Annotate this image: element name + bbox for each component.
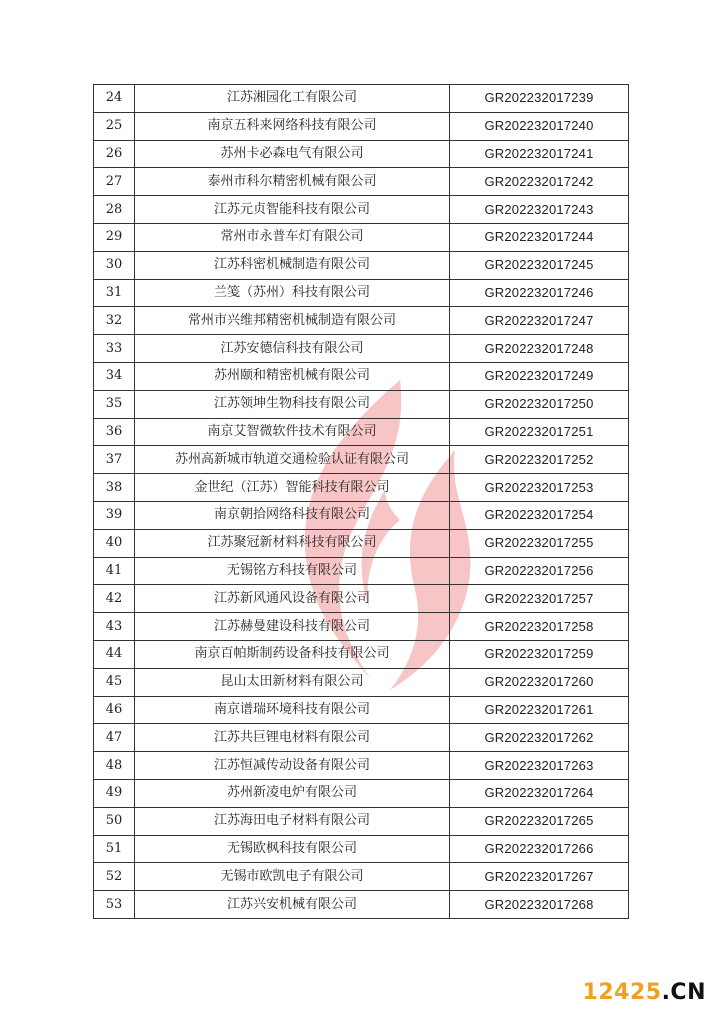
certificate-code-cell: GR202232017265 [450,807,629,835]
row-number-cell: 42 [94,585,135,613]
row-number-cell: 35 [94,390,135,418]
row-number-cell: 49 [94,779,135,807]
certificate-code-cell: GR202232017249 [450,362,629,390]
company-name-cell: 苏州颐和精密机械有限公司 [135,362,450,390]
company-name-cell: 江苏恒减传动设备有限公司 [135,752,450,780]
company-name-cell: 江苏科密机械制造有限公司 [135,251,450,279]
row-number-cell: 48 [94,752,135,780]
company-table [93,84,629,919]
row-number-cell: 34 [94,362,135,390]
table-row [94,807,629,835]
table-row [94,640,629,668]
certificate-code-cell: GR202232017251 [450,418,629,446]
certificate-code-cell: GR202232017252 [450,446,629,474]
company-name-cell: 兰笺（苏州）科技有限公司 [135,279,450,307]
company-name-cell: 常州市兴维邦精密机械制造有限公司 [135,307,450,335]
company-name-cell: 南京五科来网络科技有限公司 [135,112,450,140]
certificate-code-cell: GR202232017245 [450,251,629,279]
certificate-code-cell: GR202232017262 [450,724,629,752]
company-name-cell: 江苏兴安机械有限公司 [135,891,450,919]
row-number-cell: 38 [94,474,135,502]
certificate-code-cell: GR202232017247 [450,307,629,335]
table-row [94,557,629,585]
company-name-cell: 金世纪（江苏）智能科技有限公司 [135,474,450,502]
table-row [94,251,629,279]
certificate-code-cell: GR202232017261 [450,696,629,724]
row-number-cell: 36 [94,418,135,446]
table-row [94,390,629,418]
company-name-cell: 无锡铭方科技有限公司 [135,557,450,585]
company-name-cell: 南京艾智微软件技术有限公司 [135,418,450,446]
company-name-cell: 无锡欧枫科技有限公司 [135,835,450,863]
company-name-cell: 江苏领坤生物科技有限公司 [135,390,450,418]
row-number-cell: 24 [94,85,135,113]
table-row [94,196,629,224]
certificate-code-cell: GR202232017240 [450,112,629,140]
row-number-cell: 28 [94,196,135,224]
company-name-cell: 南京谱瑞环境科技有限公司 [135,696,450,724]
company-name-cell: 江苏聚冠新材料科技有限公司 [135,529,450,557]
certificate-code-cell: GR202232017264 [450,779,629,807]
row-number-cell: 44 [94,640,135,668]
table-row [94,362,629,390]
row-number-cell: 30 [94,251,135,279]
row-number-cell: 50 [94,807,135,835]
row-number-cell: 33 [94,335,135,363]
table-row [94,863,629,891]
table-row [94,613,629,641]
row-number-cell: 53 [94,891,135,919]
row-number-cell: 29 [94,223,135,251]
company-name-cell: 泰州市科尔精密机械有限公司 [135,168,450,196]
certificate-code-cell: GR202232017239 [450,85,629,113]
company-name-cell: 常州市永普车灯有限公司 [135,223,450,251]
table-row [94,724,629,752]
row-number-cell: 32 [94,307,135,335]
certificate-code-cell: GR202232017263 [450,752,629,780]
table-row [94,696,629,724]
certificate-code-cell: GR202232017255 [450,529,629,557]
row-number-cell: 25 [94,112,135,140]
certificate-code-cell: GR202232017246 [450,279,629,307]
table-row [94,501,629,529]
table-row [94,279,629,307]
certificate-code-cell: GR202232017243 [450,196,629,224]
company-name-cell: 江苏新风通风设备有限公司 [135,585,450,613]
company-name-cell: 江苏海田电子材料有限公司 [135,807,450,835]
certificate-code-cell: GR202232017266 [450,835,629,863]
company-name-cell: 江苏赫曼建设科技有限公司 [135,613,450,641]
row-number-cell: 46 [94,696,135,724]
table-row [94,140,629,168]
table-row [94,446,629,474]
company-name-cell: 江苏元贞智能科技有限公司 [135,196,450,224]
row-number-cell: 47 [94,724,135,752]
row-number-cell: 40 [94,529,135,557]
certificate-code-cell: GR202232017242 [450,168,629,196]
company-name-cell: 苏州高新城市轨道交通检验认证有限公司 [135,446,450,474]
company-name-cell: 苏州卡必森电气有限公司 [135,140,450,168]
certificate-code-cell: GR202232017256 [450,557,629,585]
table-row [94,752,629,780]
row-number-cell: 31 [94,279,135,307]
table-row [94,585,629,613]
certificate-code-cell: GR202232017253 [450,474,629,502]
certificate-code-cell: GR202232017268 [450,891,629,919]
site-logo [583,980,706,1005]
company-name-cell: 江苏安德信科技有限公司 [135,335,450,363]
table-row [94,418,629,446]
table-row [94,307,629,335]
certificate-code-cell: GR202232017267 [450,863,629,891]
certificate-code-cell: GR202232017241 [450,140,629,168]
row-number-cell: 52 [94,863,135,891]
row-number-cell: 43 [94,613,135,641]
logo-suffix: .CN [661,980,706,1005]
certificate-code-cell: GR202232017258 [450,613,629,641]
table-row [94,529,629,557]
company-name-cell: 江苏共巨锂电材料有限公司 [135,724,450,752]
certificate-code-cell: GR202232017244 [450,223,629,251]
certificate-code-cell: GR202232017257 [450,585,629,613]
table-row [94,474,629,502]
table-row [94,112,629,140]
table-row [94,335,629,363]
row-number-cell: 41 [94,557,135,585]
table-row [94,168,629,196]
company-name-cell: 苏州新凌电炉有限公司 [135,779,450,807]
table-row [94,891,629,919]
row-number-cell: 37 [94,446,135,474]
table-row [94,223,629,251]
certificate-code-cell: GR202232017254 [450,501,629,529]
row-number-cell: 26 [94,140,135,168]
table-row [94,85,629,113]
company-name-cell: 江苏湘园化工有限公司 [135,85,450,113]
row-number-cell: 39 [94,501,135,529]
company-name-cell: 昆山太田新材料有限公司 [135,668,450,696]
certificate-code-cell: GR202232017250 [450,390,629,418]
certificate-code-cell: GR202232017259 [450,640,629,668]
table-row [94,779,629,807]
row-number-cell: 45 [94,668,135,696]
row-number-cell: 51 [94,835,135,863]
company-name-cell: 无锡市欧凯电子有限公司 [135,863,450,891]
table-row [94,668,629,696]
company-name-cell: 南京百帕斯制药设备科技有限公司 [135,640,450,668]
table-row [94,835,629,863]
logo-digits: 12425 [582,980,662,1005]
company-name-cell: 南京朝拾网络科技有限公司 [135,501,450,529]
row-number-cell: 27 [94,168,135,196]
certificate-code-cell: GR202232017260 [450,668,629,696]
certificate-code-cell: GR202232017248 [450,335,629,363]
